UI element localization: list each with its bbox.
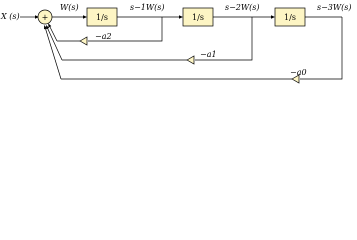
gain-triangle-a2 bbox=[80, 37, 87, 45]
gain-triangle-a1 bbox=[187, 56, 194, 64]
gain-a0-label: −a0 bbox=[290, 68, 307, 77]
feedback-wire-a1-diag bbox=[47, 27, 62, 60]
feedback-wire-a2-diag bbox=[49, 25, 57, 41]
s2w-signal-label: s−2W(s) bbox=[225, 3, 260, 12]
s3w-signal-label: s−3W(s) bbox=[317, 3, 352, 12]
arrowhead-int3 bbox=[271, 15, 275, 18]
arrowhead-a2 bbox=[48, 23, 51, 27]
gain-a1-label: −a1 bbox=[200, 50, 217, 59]
integrator-2-label: 1/s bbox=[192, 13, 204, 22]
arrowhead-int1 bbox=[83, 15, 87, 18]
integrator-1-label: 1/s bbox=[96, 13, 108, 22]
input-signal-label: X (s) bbox=[1, 12, 20, 21]
integrator-3-label: 1/s bbox=[284, 13, 296, 22]
sum-plus-sign: + bbox=[41, 13, 49, 22]
s1w-signal-label: s−1W(s) bbox=[130, 3, 165, 12]
block-diagram bbox=[0, 0, 357, 86]
arrowhead-int2 bbox=[179, 15, 183, 18]
w-signal-label: W(s) bbox=[60, 3, 79, 12]
gain-a2-label: −a2 bbox=[95, 32, 112, 41]
